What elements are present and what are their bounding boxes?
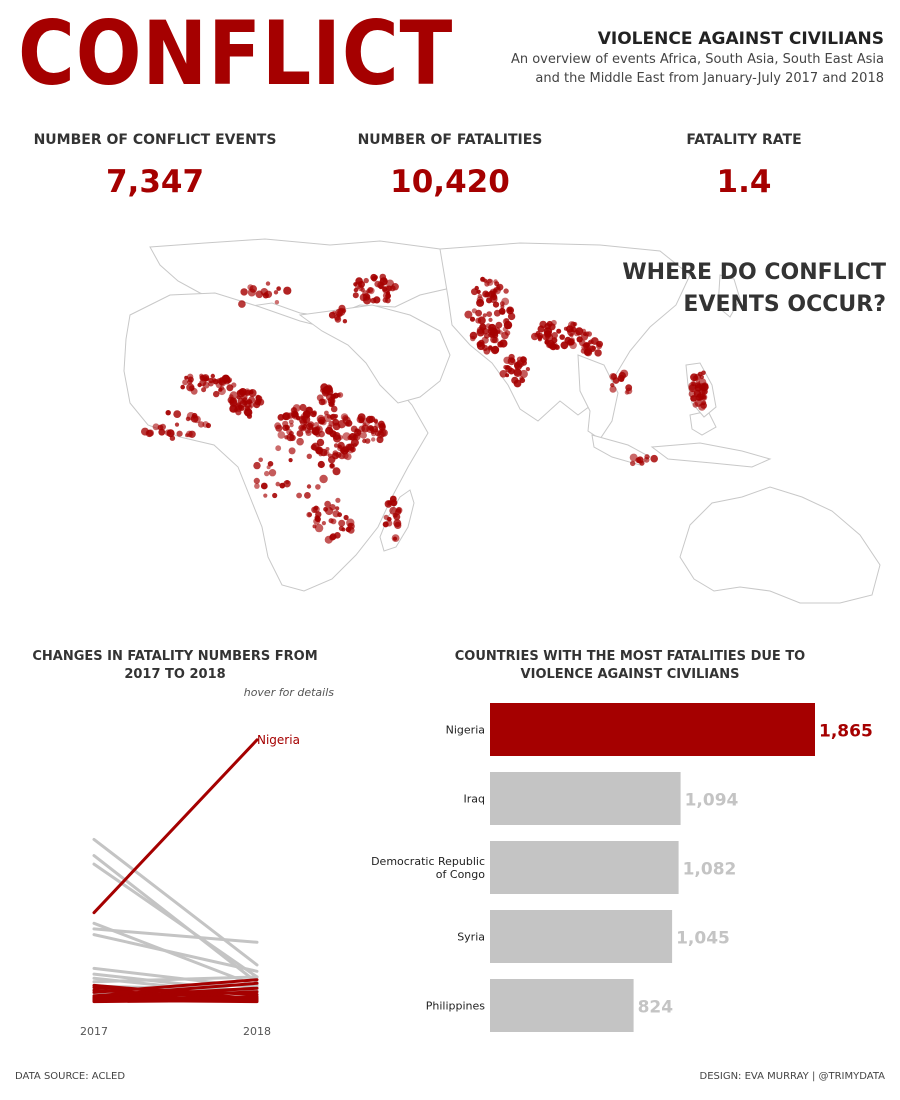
conflict-event-dot[interactable] (701, 371, 706, 376)
conflict-event-dot[interactable] (625, 384, 632, 391)
conflict-event-dot[interactable] (364, 278, 369, 283)
conflict-event-dot[interactable] (345, 422, 350, 427)
conflict-event-dot[interactable] (191, 388, 198, 395)
conflict-event-dot[interactable] (296, 493, 302, 499)
conflict-event-dot[interactable] (268, 461, 274, 467)
conflict-event-dot[interactable] (276, 482, 281, 487)
subtitle-line-2: and the Middle East from January-July 2017 and 2018 (535, 71, 884, 86)
conflict-event-dot[interactable] (383, 292, 390, 299)
conflict-event-dot[interactable] (278, 431, 286, 439)
conflict-event-dot[interactable] (538, 325, 545, 332)
conflict-event-dot[interactable] (204, 376, 209, 381)
subtitle-line-1: An overview of events Africa, South Asia, South East Asia (510, 52, 884, 67)
conflict-event-dot[interactable] (567, 340, 573, 346)
conflict-event-dot[interactable] (488, 318, 492, 322)
bar-value-label: 1,865 (819, 721, 873, 742)
conflict-event-dot[interactable] (386, 520, 392, 526)
conflict-event-dot[interactable] (505, 366, 512, 373)
conflict-event-dot[interactable] (266, 281, 270, 285)
conflict-event-dot[interactable] (500, 305, 504, 309)
conflict-event-dot[interactable] (371, 298, 377, 304)
conflict-event-dot[interactable] (610, 383, 614, 387)
conflict-event-dot[interactable] (484, 333, 490, 339)
conflict-event-dot[interactable] (344, 515, 349, 520)
conflict-event-dot[interactable] (337, 393, 341, 397)
conflict-event-dot[interactable] (346, 444, 353, 451)
conflict-event-dot[interactable] (503, 288, 508, 293)
page-title: CONFLICT (18, 2, 454, 105)
conflict-event-dot[interactable] (186, 417, 191, 422)
conflict-event-dot[interactable] (499, 308, 506, 315)
conflict-event-dot[interactable] (237, 390, 242, 395)
conflict-event-dot[interactable] (306, 512, 312, 518)
conflict-event-dot[interactable] (275, 445, 281, 451)
conflict-event-dot[interactable] (594, 349, 601, 356)
slope-chart[interactable] (0, 700, 340, 1045)
conflict-event-dot[interactable] (491, 294, 498, 301)
data-source: DATA SOURCE: ACLED (15, 1071, 126, 1082)
conflict-event-dot[interactable] (511, 377, 518, 384)
conflict-event-dot[interactable] (630, 461, 635, 466)
conflict-event-dot[interactable] (393, 513, 400, 520)
conflict-event-dot[interactable] (343, 319, 347, 323)
conflict-event-dot[interactable] (471, 288, 478, 295)
conflict-event-dot[interactable] (313, 506, 320, 513)
conflict-event-dot[interactable] (318, 461, 325, 468)
slope-chart-title (10, 648, 340, 684)
conflict-event-dot[interactable] (320, 420, 324, 424)
conflict-event-dot[interactable] (618, 375, 625, 382)
conflict-event-dot[interactable] (335, 498, 340, 503)
kpi-rate-label: FATALITY RATE (686, 132, 802, 148)
conflict-event-dot[interactable] (547, 340, 555, 348)
conflict-event-dot[interactable] (377, 431, 385, 439)
bar-chart[interactable] (340, 695, 890, 1040)
conflict-event-dot[interactable] (319, 475, 327, 483)
conflict-event-dot[interactable] (337, 512, 342, 517)
conflict-event-dot[interactable] (305, 428, 311, 434)
conflict-event-dot[interactable] (315, 524, 323, 532)
slope-line[interactable] (94, 1000, 257, 1001)
conflict-event-dot[interactable] (166, 410, 171, 415)
conflict-event-dot[interactable] (353, 282, 357, 286)
conflict-event-dot[interactable] (175, 423, 179, 427)
bar[interactable] (490, 841, 679, 894)
bar-value-label: 824 (637, 997, 674, 1018)
slope-line[interactable] (94, 864, 257, 977)
bar-category-label: Philippines (425, 999, 485, 1013)
conflict-event-dot[interactable] (508, 308, 513, 313)
conflict-event-dot[interactable] (499, 339, 507, 347)
conflict-event-dot[interactable] (692, 381, 697, 386)
slope-x-tick-label: 2018 (243, 1025, 271, 1038)
conflict-event-dot[interactable] (570, 322, 576, 328)
conflict-event-dot[interactable] (338, 420, 346, 428)
conflict-event-dot[interactable] (354, 429, 361, 436)
conflict-event-dot[interactable] (283, 480, 290, 487)
conflict-event-dot[interactable] (317, 439, 324, 446)
conflict-event-dot[interactable] (503, 327, 508, 332)
conflict-event-dot[interactable] (264, 471, 269, 476)
conflict-event-dot[interactable] (650, 455, 658, 463)
bar-chart-title-line-1: COUNTRIES WITH THE MOST FATALITIES DUE TO (454, 649, 806, 664)
conflict-event-dot[interactable] (333, 450, 339, 456)
conflict-event-dot[interactable] (554, 344, 559, 349)
slope-line-nigeria[interactable] (94, 740, 257, 913)
conflict-event-dot[interactable] (292, 412, 299, 419)
conflict-event-dot[interactable] (326, 447, 330, 451)
conflict-event-dot[interactable] (577, 336, 583, 342)
conflict-event-dot[interactable] (242, 397, 247, 402)
conflict-event-dot[interactable] (583, 342, 589, 348)
conflict-event-dot[interactable] (371, 431, 376, 436)
conflict-event-dot[interactable] (378, 421, 385, 428)
conflict-event-dot[interactable] (276, 287, 280, 291)
conflict-event-dot[interactable] (396, 507, 401, 512)
conflict-event-dot[interactable] (477, 296, 484, 303)
conflict-event-dot[interactable] (177, 431, 183, 437)
conflict-event-dot[interactable] (240, 288, 247, 295)
bar-value-label: 1,094 (684, 790, 739, 811)
conflict-event-dot[interactable] (362, 290, 368, 296)
conflict-event-dot[interactable] (338, 520, 345, 527)
conflict-event-dot[interactable] (342, 453, 348, 459)
conflict-event-dot[interactable] (496, 322, 503, 329)
conflict-event-dot[interactable] (321, 399, 327, 405)
conflict-event-dot[interactable] (534, 333, 538, 337)
bar-value-label: 1,082 (682, 859, 737, 880)
conflict-event-dot[interactable] (514, 361, 522, 369)
conflict-event-dot[interactable] (335, 506, 339, 510)
conflict-event-dot[interactable] (556, 329, 561, 334)
conflict-event-dot[interactable] (700, 375, 704, 379)
conflict-event-dot[interactable] (503, 318, 510, 325)
slope-line[interactable] (94, 998, 257, 999)
conflict-event-dot[interactable] (303, 410, 311, 418)
conflict-event-dot[interactable] (357, 285, 363, 291)
conflict-event-dot[interactable] (258, 458, 263, 463)
conflict-event-dot[interactable] (307, 484, 311, 488)
conflict-event-dot[interactable] (330, 463, 335, 468)
slope-series-label: Nigeria (257, 732, 300, 747)
conflict-event-dot[interactable] (331, 519, 337, 525)
conflict-event-dot[interactable] (254, 399, 261, 406)
conflict-event-dot[interactable] (334, 414, 338, 418)
conflict-event-dot[interactable] (596, 343, 602, 349)
conflict-event-dot[interactable] (639, 461, 644, 466)
conflict-event-dot[interactable] (170, 436, 175, 441)
conflict-event-dot[interactable] (192, 413, 198, 419)
conflict-event-dot[interactable] (296, 438, 304, 446)
conflict-event-dot[interactable] (538, 337, 542, 341)
land-australia (680, 487, 880, 603)
conflict-event-dot[interactable] (487, 279, 492, 284)
bar[interactable] (490, 703, 815, 756)
bar-chart-title-line-2: VIOLENCE AGAINST CIVILIANS (520, 667, 740, 682)
conflict-event-dot[interactable] (383, 278, 387, 282)
kpi-events-label: NUMBER OF CONFLICT EVENTS (33, 132, 277, 148)
conflict-event-dot[interactable] (173, 410, 181, 418)
conflict-event-dot[interactable] (269, 469, 276, 476)
design-credit: DESIGN: EVA MURRAY | @TRIMYDATA (699, 1071, 885, 1082)
conflict-event-dot[interactable] (369, 427, 374, 432)
conflict-event-dot[interactable] (211, 374, 215, 378)
conflict-event-dot[interactable] (374, 419, 378, 423)
kpi-events-value: 7,347 (105, 164, 205, 200)
conflict-event-dot[interactable] (284, 435, 288, 439)
conflict-event-dot[interactable] (197, 383, 201, 387)
conflict-event-dot[interactable] (304, 492, 311, 499)
bar[interactable] (490, 772, 681, 825)
conflict-event-dot[interactable] (328, 401, 334, 407)
conflict-event-dot[interactable] (226, 384, 233, 391)
conflict-event-dot[interactable] (229, 399, 237, 407)
conflict-event-dot[interactable] (353, 292, 359, 298)
conflict-event-dot[interactable] (333, 467, 341, 475)
kpi-fatalities-label: NUMBER OF FATALITIES (357, 132, 543, 148)
conflict-event-dot[interactable] (330, 533, 337, 540)
conflict-event-dot[interactable] (559, 334, 565, 340)
conflict-event-dot[interactable] (386, 280, 394, 288)
conflict-event-dot[interactable] (359, 417, 365, 423)
bar-category-label: Nigeria (445, 723, 485, 737)
conflict-event-dot[interactable] (218, 387, 226, 395)
conflict-event-dot[interactable] (589, 345, 596, 352)
conflict-event-dot[interactable] (393, 537, 397, 541)
slope-chart-title-line-2: 2017 TO 2018 (124, 667, 226, 682)
conflict-event-dot[interactable] (323, 386, 331, 394)
slope-chart-hint: hover for details (243, 686, 334, 699)
conflict-event-dot[interactable] (180, 385, 185, 390)
conflict-event-dot[interactable] (286, 429, 292, 435)
conflict-event-dot[interactable] (630, 454, 638, 462)
map-heading-line-1: WHERE DO CONFLICT (622, 260, 886, 285)
conflict-event-dot[interactable] (265, 291, 272, 298)
conflict-event-dot[interactable] (325, 507, 333, 515)
conflict-event-dot[interactable] (584, 331, 589, 336)
conflict-event-dot[interactable] (567, 329, 575, 337)
conflict-event-dot[interactable] (575, 327, 583, 335)
conflict-event-dot[interactable] (263, 494, 267, 498)
bar[interactable] (490, 979, 634, 1032)
conflict-event-dot[interactable] (371, 437, 375, 441)
conflict-event-dot[interactable] (315, 484, 321, 490)
conflict-event-dot[interactable] (526, 367, 530, 371)
conflict-event-dot[interactable] (382, 287, 387, 292)
subtitle-heading: VIOLENCE AGAINST CIVILIANS (597, 29, 884, 49)
bar-chart-title (430, 648, 830, 684)
conflict-event-dot[interactable] (254, 483, 260, 489)
conflict-event-dot[interactable] (244, 408, 252, 416)
conflict-event-dot[interactable] (701, 401, 706, 406)
conflict-event-dot[interactable] (548, 323, 555, 330)
conflict-event-dot[interactable] (482, 291, 489, 298)
conflict-event-dot[interactable] (198, 421, 204, 427)
conflict-event-dot[interactable] (146, 430, 153, 437)
conflict-event-dot[interactable] (464, 311, 472, 319)
conflict-event-dot[interactable] (564, 327, 568, 331)
conflict-event-dot[interactable] (201, 387, 206, 392)
conflict-event-dot[interactable] (478, 316, 486, 324)
conflict-event-dot[interactable] (329, 429, 334, 434)
conflict-event-dot[interactable] (322, 521, 326, 525)
bar-category-label: Iraq (463, 792, 485, 806)
conflict-event-dot[interactable] (272, 493, 277, 498)
conflict-event-dot[interactable] (326, 393, 334, 401)
land-indonesia (592, 411, 770, 467)
conflict-event-dot[interactable] (311, 444, 317, 450)
conflict-event-dot[interactable] (477, 329, 485, 337)
conflict-event-dot[interactable] (261, 483, 268, 490)
conflict-event-dot[interactable] (701, 383, 709, 391)
conflict-event-dot[interactable] (185, 433, 189, 437)
conflict-event-dot[interactable] (496, 285, 500, 289)
conflict-event-dot[interactable] (274, 290, 278, 294)
conflict-event-dot[interactable] (253, 462, 260, 469)
slope-line[interactable] (94, 839, 257, 965)
conflict-event-dot[interactable] (283, 287, 291, 295)
conflict-event-dot[interactable] (374, 281, 381, 288)
conflict-event-dot[interactable] (184, 376, 188, 380)
conflict-event-dot[interactable] (282, 421, 288, 427)
conflict-event-dot[interactable] (693, 376, 699, 382)
conflict-event-dot[interactable] (289, 419, 294, 424)
slope-chart-title-line-1: CHANGES IN FATALITY NUMBERS FROM (32, 649, 318, 664)
conflict-event-dot[interactable] (689, 390, 696, 397)
conflict-event-dot[interactable] (158, 429, 165, 436)
conflict-map[interactable] (0, 235, 900, 605)
conflict-event-dot[interactable] (346, 527, 351, 532)
conflict-event-dot[interactable] (693, 402, 699, 408)
conflict-event-dot[interactable] (248, 289, 256, 297)
conflict-event-dot[interactable] (492, 332, 498, 338)
conflict-event-dot[interactable] (254, 478, 260, 484)
conflict-event-dot[interactable] (699, 396, 703, 400)
conflict-event-dot[interactable] (505, 373, 509, 377)
conflict-event-dot[interactable] (324, 414, 332, 422)
kpi-rate-value: 1.4 (716, 164, 772, 200)
bar-value-label: 1,045 (676, 928, 730, 949)
conflict-event-dot[interactable] (374, 275, 378, 279)
conflict-event-dot[interactable] (501, 298, 509, 306)
conflict-event-dot[interactable] (187, 379, 192, 384)
conflict-event-dot[interactable] (480, 277, 485, 282)
conflict-event-dot[interactable] (338, 442, 345, 449)
conflict-event-dot[interactable] (333, 434, 341, 442)
conflict-event-dot[interactable] (625, 390, 630, 395)
conflict-event-dot[interactable] (644, 454, 649, 459)
conflict-event-dot[interactable] (291, 407, 296, 412)
conflict-event-dot[interactable] (282, 413, 289, 420)
bar[interactable] (490, 910, 672, 963)
kpi-fatalities-value: 10,420 (390, 164, 510, 200)
conflict-event-dot[interactable] (275, 300, 279, 304)
conflict-event-dot[interactable] (289, 458, 293, 462)
conflict-event-dot[interactable] (289, 447, 296, 454)
conflict-event-dot[interactable] (488, 345, 493, 350)
conflict-event-dot[interactable] (470, 336, 476, 342)
conflict-event-dot[interactable] (165, 429, 172, 436)
conflict-event-dot[interactable] (365, 438, 371, 444)
bar-category-label: Syria (457, 930, 485, 944)
conflict-event-dot[interactable] (238, 300, 246, 308)
conflict-event-dot[interactable] (339, 526, 344, 531)
conflict-event-dot[interactable] (339, 305, 346, 312)
conflict-event-dot[interactable] (219, 377, 225, 383)
conflict-event-dot[interactable] (160, 424, 166, 430)
conflict-event-dot[interactable] (341, 413, 348, 420)
map-heading-line-2: EVENTS OCCUR? (683, 292, 886, 317)
conflict-event-dot[interactable] (390, 496, 397, 503)
conflict-event-dot[interactable] (249, 402, 255, 408)
conflict-event-dot[interactable] (274, 422, 281, 429)
slope-x-tick-label: 2017 (80, 1025, 108, 1038)
conflict-event-dot[interactable] (312, 427, 320, 435)
conflict-event-dot[interactable] (312, 410, 317, 415)
conflict-event-dot[interactable] (394, 522, 401, 529)
bar-category-label: of Congo (435, 868, 485, 881)
conflict-event-dot[interactable] (472, 308, 477, 313)
conflict-event-dot[interactable] (334, 443, 339, 448)
bar-category-label: Democratic Republic (371, 855, 485, 868)
conflict-event-dot[interactable] (486, 311, 492, 317)
conflict-event-dot[interactable] (307, 454, 312, 459)
